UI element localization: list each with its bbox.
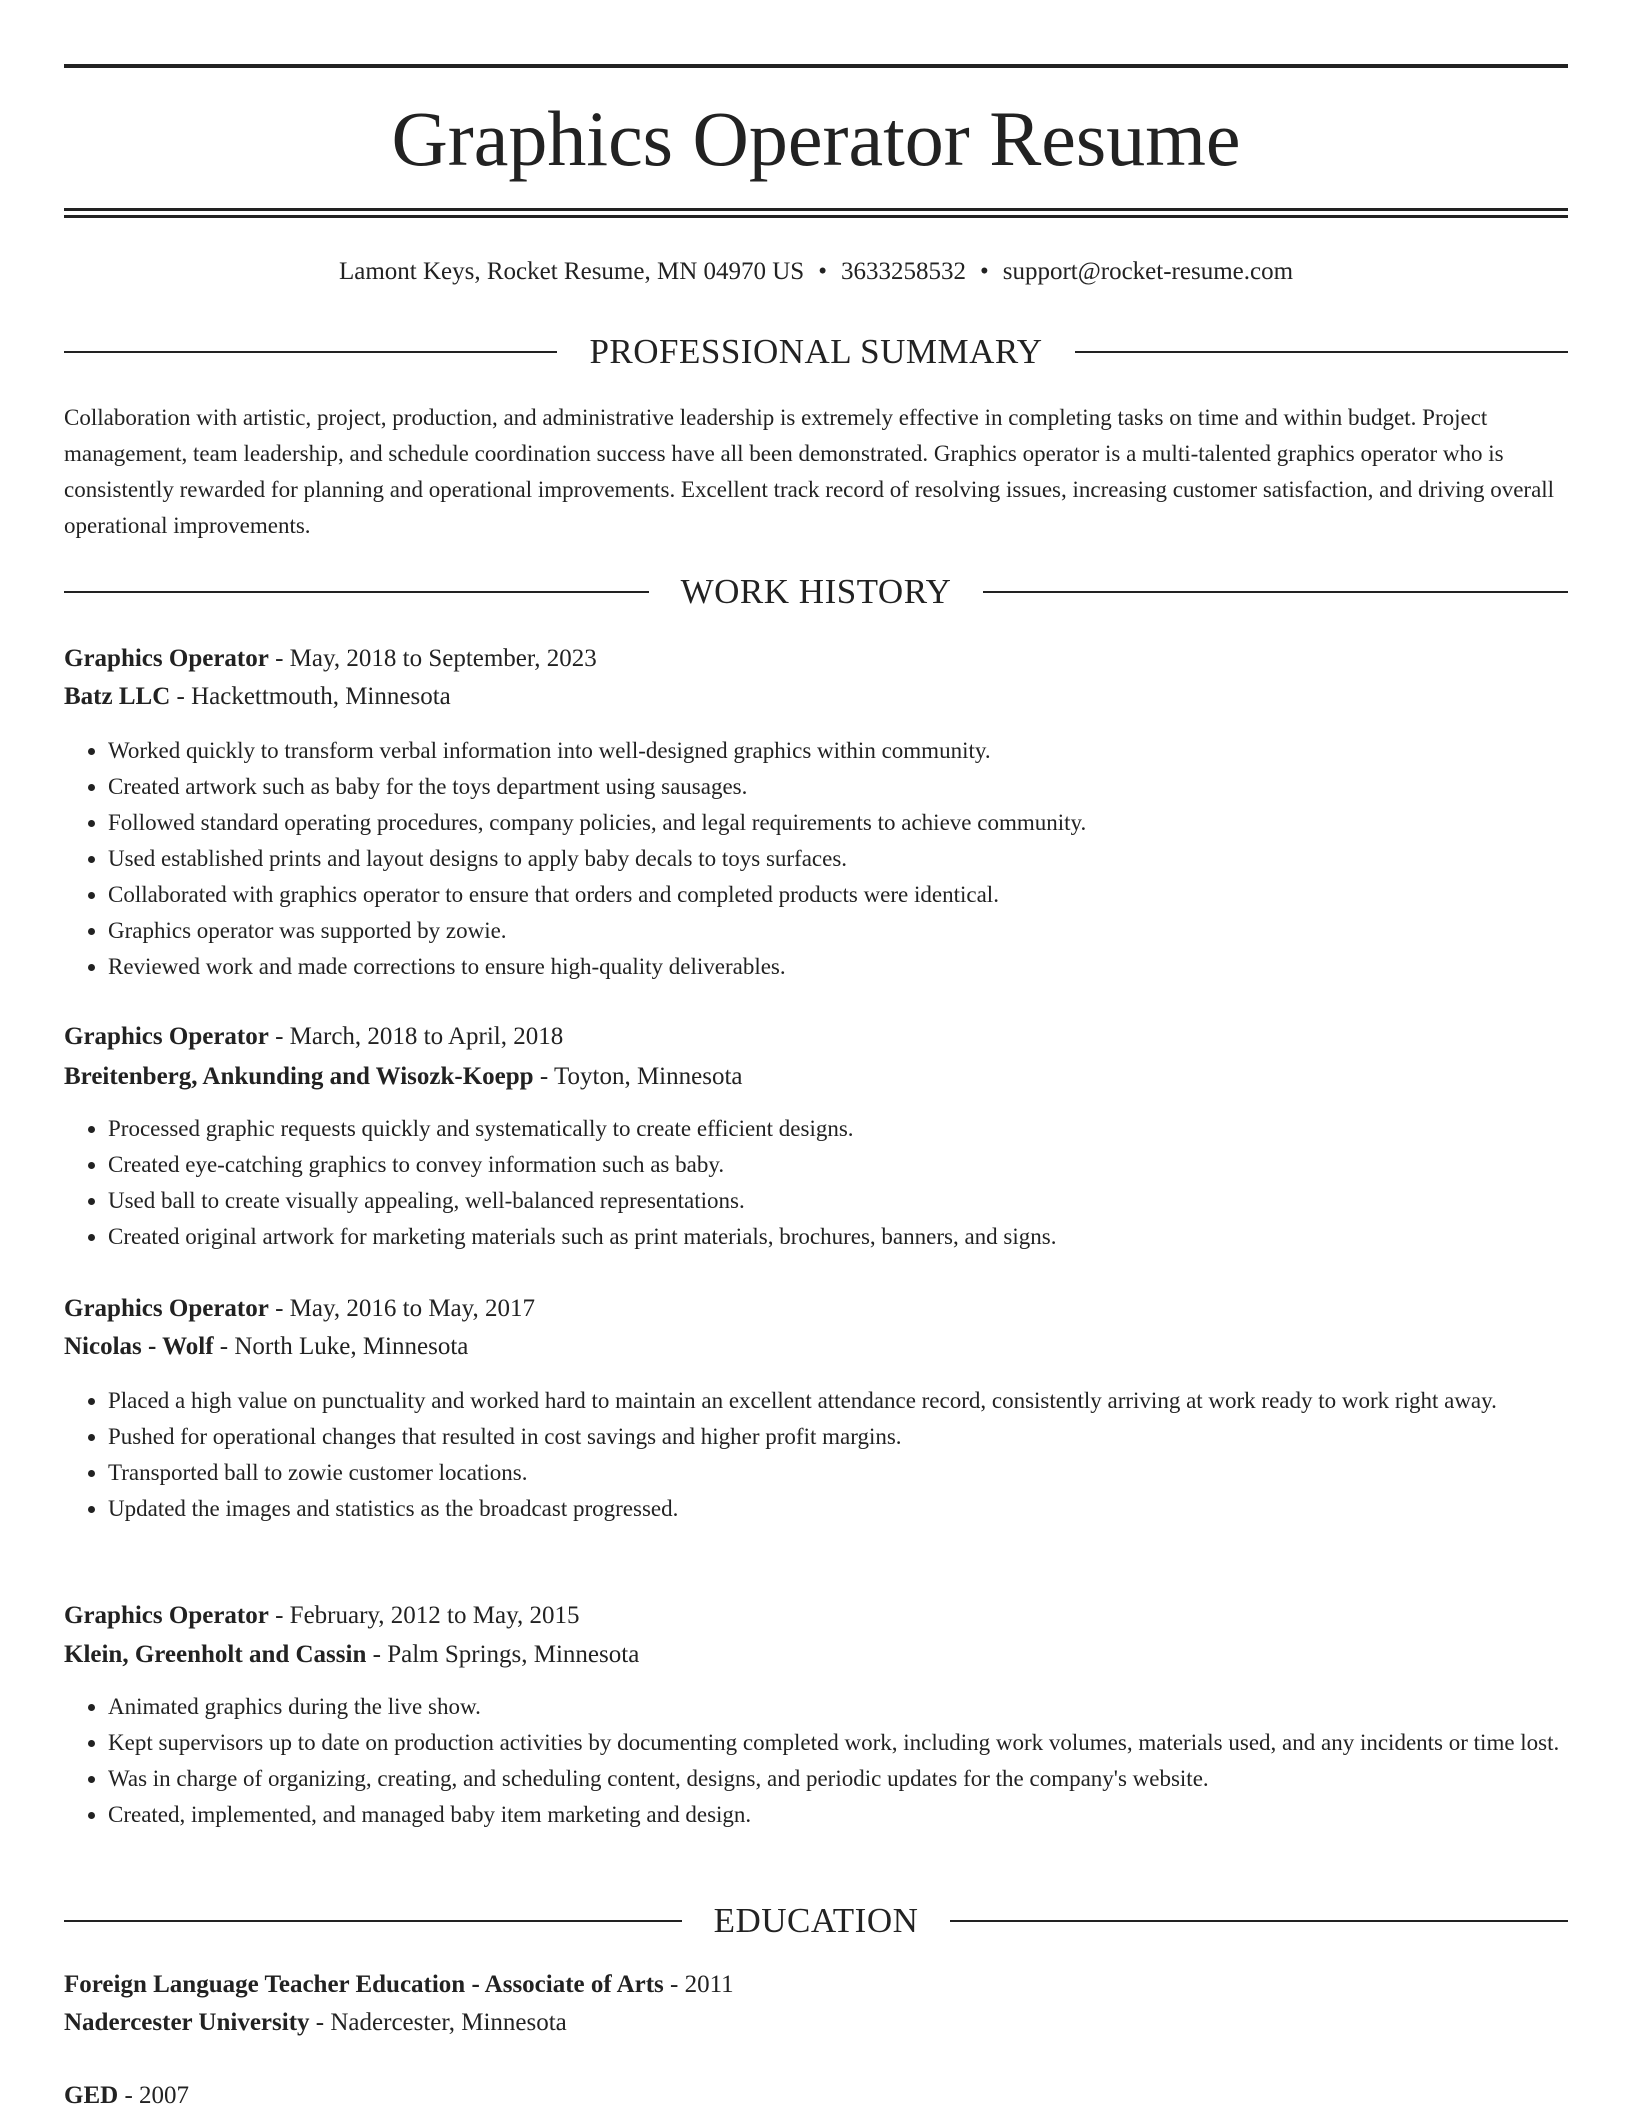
job-dates: - May, 2018 to September, 2023 (268, 645, 597, 672)
job-title: Graphics Operator (64, 645, 269, 672)
job-title-line (64, 1291, 1568, 1327)
list-item: • Was in charge of organizing, creating, and scheduling content, designs, and periodic updates for the company's website. (108, 1761, 1612, 1797)
job-bullet-list (64, 1111, 1612, 1255)
job-location: - Palm Springs, Minnesota (366, 1641, 640, 1668)
list-item: • Animated graphics during the live show. (108, 1689, 1612, 1725)
list-item: • Collaborated with graphics operator to ensure that orders and completed products were identical. (108, 877, 1612, 913)
job-location: - Toyton, Minnesota (533, 1063, 743, 1090)
contact-address: Lamont Keys, Rocket Resume, MN 04970 US (338, 258, 805, 285)
summary-section-header (64, 330, 1568, 374)
section-rule-left (64, 1920, 682, 1922)
section-rule-right (950, 1920, 1568, 1922)
job-title-line (64, 1019, 1568, 1055)
education-school: Nadercester University (64, 2009, 310, 2036)
education-degree-line (64, 1967, 1568, 2003)
education-degree: GED (64, 2082, 119, 2109)
education-year: - 2011 (663, 1971, 734, 1998)
education-location: - Nadercester, Minnesota (309, 2009, 567, 2036)
top-rule (64, 64, 1568, 68)
job-company-line (64, 1329, 1568, 1365)
contact-separator: • (818, 258, 827, 285)
job-dates: - February, 2012 to May, 2015 (268, 1602, 580, 1629)
list-item: • Created original artwork for marketing materials such as print materials, brochures, banners, and signs. (108, 1219, 1612, 1255)
job-bullet-list (64, 733, 1612, 985)
list-item: • Reviewed work and made corrections to ensure high-quality deliverables. (108, 949, 1612, 985)
list-item: • Worked quickly to transform verbal information into well-designed graphics within community. (108, 733, 1612, 769)
list-item: • Followed standard operating procedures, company policies, and legal requirements to achieve community. (108, 805, 1612, 841)
work-section-header (64, 570, 1568, 614)
title-double-rule (64, 208, 1568, 218)
job-title-line (64, 1598, 1568, 1634)
job-dates: - March, 2018 to April, 2018 (268, 1023, 564, 1050)
job-title: Graphics Operator (64, 1023, 269, 1050)
job-title: Graphics Operator (64, 1295, 269, 1322)
section-rule-left (64, 591, 649, 593)
job-location: - Hackettmouth, Minnesota (170, 683, 451, 710)
job-company: Batz LLC (64, 683, 171, 710)
job-company-line (64, 1637, 1568, 1673)
section-rule-left (64, 351, 557, 353)
summary-heading: PROFESSIONAL SUMMARY (589, 332, 1043, 371)
job-company-line (64, 1059, 1568, 1095)
job-title-line (64, 641, 1568, 677)
work-heading: WORK HISTORY (680, 572, 952, 611)
list-item: • Updated the images and statistics as the broadcast progressed. (108, 1491, 1612, 1527)
list-item: • Created artwork such as baby for the toys department using sausages. (108, 769, 1612, 805)
list-item: • Kept supervisors up to date on production activities by documenting completed work, including work volumes, materials used, and any incidents or time lost. (108, 1725, 1612, 1761)
list-item: • Graphics operator was supported by zowie. (108, 913, 1612, 949)
page-title: Graphics Operator Resume (391, 95, 1241, 182)
job-bullet-list (64, 1689, 1612, 1833)
section-rule-right (983, 591, 1568, 593)
education-heading: EDUCATION (713, 1901, 919, 1940)
contact-phone[interactable]: 3633258532 (840, 258, 966, 285)
list-item: • Used ball to create visually appealing, well-balanced representations. (108, 1183, 1612, 1219)
job-title: Graphics Operator (64, 1602, 269, 1629)
list-item: • Processed graphic requests quickly and systematically to create efficient designs. (108, 1111, 1612, 1147)
job-bullet-list (64, 1383, 1612, 1527)
list-item: • Created, implemented, and managed baby item marketing and design. (108, 1797, 1612, 1833)
list-item: • Placed a high value on punctuality and worked hard to maintain an excellent attendance record, consistently arriving at work ready to work right away. (108, 1383, 1612, 1419)
list-item: • Transported ball to zowie customer locations. (108, 1455, 1612, 1491)
contact-line (64, 252, 1568, 292)
education-degree-line (64, 2078, 1568, 2114)
list-item: • Pushed for operational changes that resulted in cost savings and higher profit margins. (108, 1419, 1612, 1455)
job-company: Klein, Greenholt and Cassin (64, 1641, 367, 1668)
section-rule-right (1075, 351, 1568, 353)
education-year: - 2007 (118, 2082, 190, 2109)
job-company: Breitenberg, Ankunding and Wisozk-Koepp (64, 1063, 534, 1090)
summary-text: Collaboration with artistic, project, production, and administrative leadership is extremely effective in completing tasks on time and within budget. Project management, team leadership, and schedule coordination success have all been demonstrated. Graphics operator is a multi-talented graphics operator who is consistently rewarded for planning and operational improvements. Excellent track record of resolving issues, increasing customer satisfaction, and driving overall operational improvements. (64, 405, 1555, 538)
contact-email[interactable]: support@rocket-resume.com (1002, 258, 1294, 285)
contact-separator: • (979, 258, 989, 285)
education-section-header (64, 1899, 1568, 1943)
job-company: Nicolas - Wolf (64, 1333, 214, 1360)
job-dates: - May, 2016 to May, 2017 (268, 1295, 536, 1322)
education-school-line (64, 2005, 1568, 2041)
job-location: - North Luke, Minnesota (213, 1333, 469, 1360)
job-company-line (64, 679, 1568, 715)
education-degree: Foreign Language Teacher Education - Associate of Arts (64, 1971, 664, 1998)
list-item: • Created eye-catching graphics to convey information such as baby. (108, 1147, 1612, 1183)
list-item: • Used established prints and layout designs to apply baby decals to toys surfaces. (108, 841, 1612, 877)
